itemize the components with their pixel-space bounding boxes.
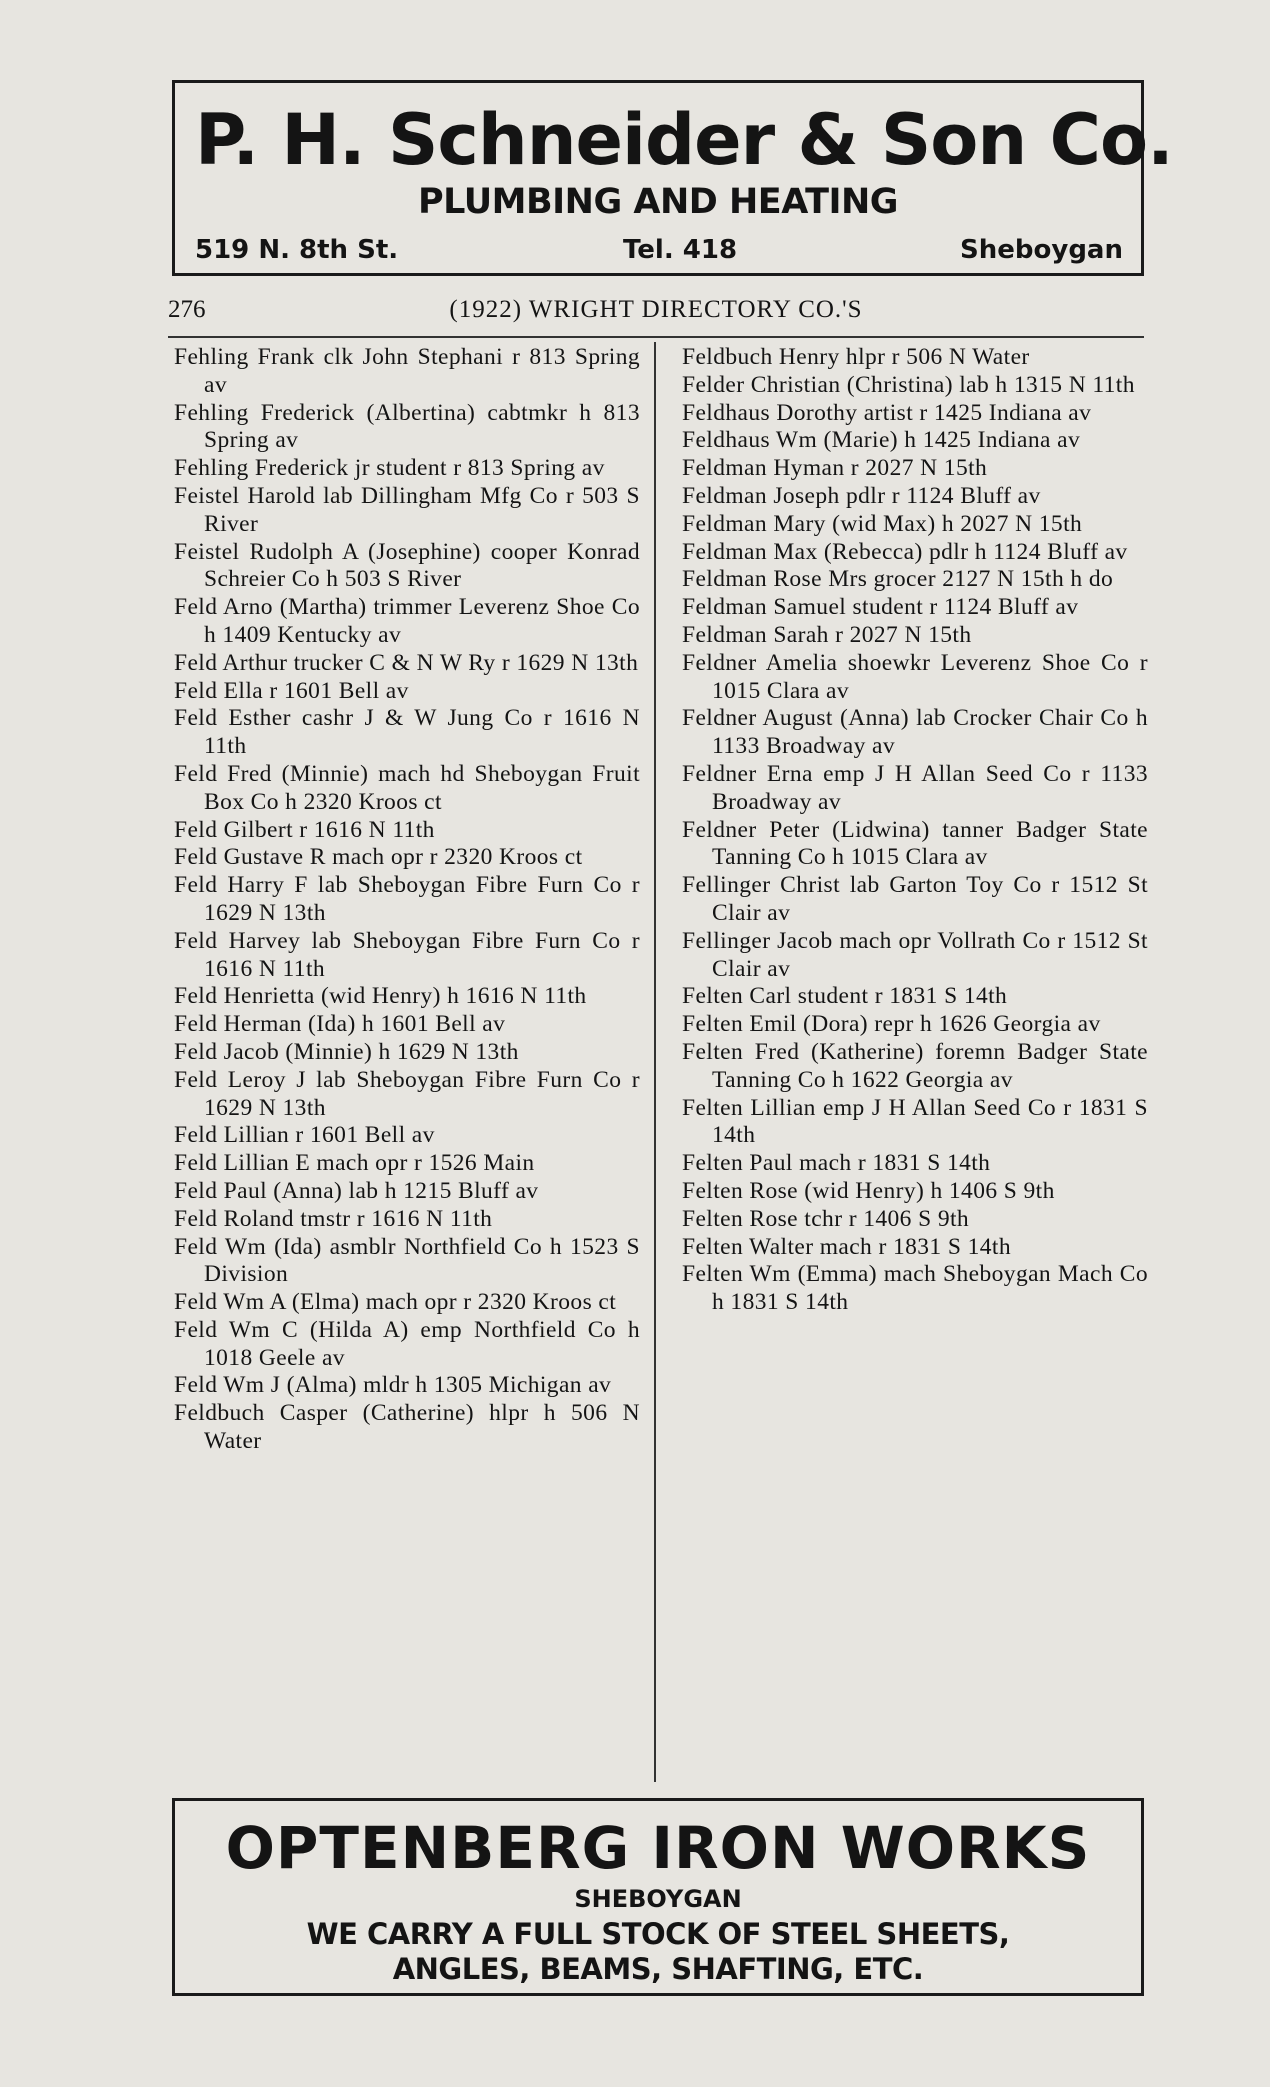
directory-entry: Felten Carl student r 1831 S 14th <box>682 983 1008 1010</box>
directory-entry: Felten Wm (Emma) mach Sheboygan Mach Co h 1831 S 14th <box>682 1261 1148 1316</box>
directory-entry: Fehling Frederick jr student r 813 Spring av <box>174 455 605 482</box>
directory-entry: Fellinger Jacob mach opr Vollrath Co r 1512 St Clair av <box>682 927 1148 982</box>
advertiser-address: 519 N. 8th St. <box>195 235 399 265</box>
schneider-advertisement <box>172 80 1173 276</box>
slogan-line: ANGLES, BEAMS, SHAFTING, ETC. <box>392 1952 924 1986</box>
directory-entry: Feldman Mary (wid Max) h 2027 N 15th <box>682 510 1083 537</box>
header-rule <box>168 336 1144 338</box>
directory-entry: Felten Rose (wid Henry) h 1406 S 9th <box>682 1177 1055 1204</box>
running-title: (1922) WRIGHT DIRECTORY CO.'S <box>449 296 863 323</box>
directory-entry: Feld Lillian r 1601 Bell av <box>174 1122 435 1149</box>
directory-entry: Feld Ella r 1601 Bell av <box>174 677 409 704</box>
directory-column-left <box>174 344 640 1456</box>
directory-entry: Feldhaus Dorothy artist r 1425 Indiana av <box>682 399 1092 426</box>
directory-entry: Fehling Frank clk John Stephani r 813 Spring av <box>174 344 640 398</box>
directory-entry: Feldman Sarah r 2027 N 15th <box>682 621 972 648</box>
directory-entry: Feldner Peter (Lidwina) tanner Badger State Tanning Co h 1015 Clara av <box>682 816 1148 871</box>
directory-entry: Feld Lillian E mach opr r 1526 Main <box>174 1150 535 1177</box>
directory-entry: Feistel Rudolph A (Josephine) cooper Konrad Schreier Co h 503 S River <box>174 538 640 593</box>
directory-entry: Feld Harvey lab Sheboygan Fibre Furn Co r 1616 N 11th <box>174 927 640 982</box>
directory-entry: Feld Wm (Ida) asmblr Northfield Co h 1523 S Division <box>174 1233 640 1288</box>
advertiser-name: OPTENBERG IRON WORKS <box>225 1814 1091 1882</box>
directory-entry: Fehling Frederick (Albertina) cabtmkr h 813 Spring av <box>174 399 640 454</box>
directory-entry: Feldman Rose Mrs grocer 2127 N 15th h do <box>682 566 1114 593</box>
page-header <box>168 296 1144 336</box>
advertiser-telephone: Tel. 418 <box>623 235 738 265</box>
slogan-line: WE CARRY A FULL STOCK OF STEEL SHEETS, <box>306 1917 1010 1951</box>
directory-entry: Feld Wm J (Alma) mldr h 1305 Michigan av <box>174 1372 612 1399</box>
advertiser-slogan <box>175 1917 1141 1987</box>
directory-entry: Felten Emil (Dora) repr h 1626 Georgia av <box>682 1011 1101 1038</box>
directory-entry: Felder Christian (Christina) lab h 1315 N 11th <box>682 371 1135 398</box>
directory-entry: Feld Arno (Martha) trimmer Leverenz Shoe Co h 1409 Kentucky av <box>174 594 640 648</box>
directory-entry: Feldman Samuel student r 1124 Bluff av <box>682 594 1079 621</box>
directory-entry: Feldner Amelia shoewkr Leverenz Shoe Co r 1015 Clara av <box>682 649 1148 704</box>
directory-entry: Feld Paul (Anna) lab h 1215 Bluff av <box>174 1177 539 1204</box>
directory-entry: Feld Esther cashr J & W Jung Co r 1616 N 11th <box>174 705 640 760</box>
directory-entry: Feldhaus Wm (Marie) h 1425 Indiana av <box>682 427 1081 454</box>
directory-entry: Feld Gilbert r 1616 N 11th <box>174 816 435 843</box>
advertiser-name: P. H. Schneider & Son Co. <box>195 99 1173 181</box>
directory-entry: Felten Walter mach r 1831 S 14th <box>682 1233 1011 1260</box>
directory-entry: Feldman Joseph pdlr r 1124 Bluff av <box>682 482 1041 509</box>
directory-entry: Felten Lillian emp J H Allan Seed Co r 1831 S 14th <box>682 1094 1148 1149</box>
page-number: 276 <box>168 296 206 323</box>
directory-entry: Feldman Hyman r 2027 N 15th <box>682 455 988 482</box>
directory-entry: Felten Rose tchr r 1406 S 9th <box>682 1205 970 1232</box>
directory-entry: Feld Henrietta (wid Henry) h 1616 N 11th <box>174 983 587 1010</box>
directory-entry: Feldman Max (Rebecca) pdlr h 1124 Bluff av <box>682 538 1128 565</box>
directory-column-right <box>682 344 1148 1317</box>
directory-entry: Felten Fred (Katherine) foremn Badger State Tanning Co h 1622 Georgia av <box>682 1038 1148 1093</box>
directory-entry: Feistel Harold lab Dillingham Mfg Co r 503 S River <box>174 482 640 537</box>
directory-entry: Feldbuch Henry hlpr r 506 N Water <box>682 344 1030 370</box>
advertiser-city: Sheboygan <box>960 235 1123 265</box>
directory-entry: Feldbuch Casper (Catherine) hlpr h 506 N Water <box>174 1400 640 1455</box>
directory-entry: Feld Harry F lab Sheboygan Fibre Furn Co r 1629 N 13th <box>174 872 640 926</box>
directory-entry: Feld Wm C (Hilda A) emp Northfield Co h 1018 Geele av <box>174 1316 640 1371</box>
directory-entry: Feld Gustave R mach opr r 2320 Kroos ct <box>174 844 583 871</box>
directory-entry: Feld Wm A (Elma) mach opr r 2320 Kroos ct <box>174 1289 617 1316</box>
directory-entry: Felten Paul mach r 1831 S 14th <box>682 1150 991 1177</box>
directory-entry: Feld Leroy J lab Sheboygan Fibre Furn Co r 1629 N 13th <box>174 1066 640 1121</box>
directory-entry: Feld Fred (Minnie) mach hd Sheboygan Fruit Box Co h 2320 Kroos ct <box>174 760 640 815</box>
directory-entry: Feld Jacob (Minnie) h 1629 N 13th <box>174 1038 519 1065</box>
optenberg-advertisement <box>172 1798 1144 1996</box>
advertiser-tagline: PLUMBING AND HEATING <box>418 182 898 222</box>
directory-entry: Fellinger Christ lab Garton Toy Co r 1512 St Clair av <box>682 872 1148 926</box>
directory-entry: Feld Arthur trucker C & N W Ry r 1629 N 13th <box>174 649 639 676</box>
directory-entry: Feld Roland tmstr r 1616 N 11th <box>174 1205 493 1232</box>
directory-entry: Feld Herman (Ida) h 1601 Bell av <box>174 1011 506 1038</box>
directory-entry: Feldner Erna emp J H Allan Seed Co r 1133 Broadway av <box>682 760 1148 815</box>
directory-entry: Feldner August (Anna) lab Crocker Chair Co h 1133 Broadway av <box>682 705 1148 760</box>
column-divider <box>654 342 656 1782</box>
advertiser-city: SHEBOYGAN <box>574 1885 742 1913</box>
